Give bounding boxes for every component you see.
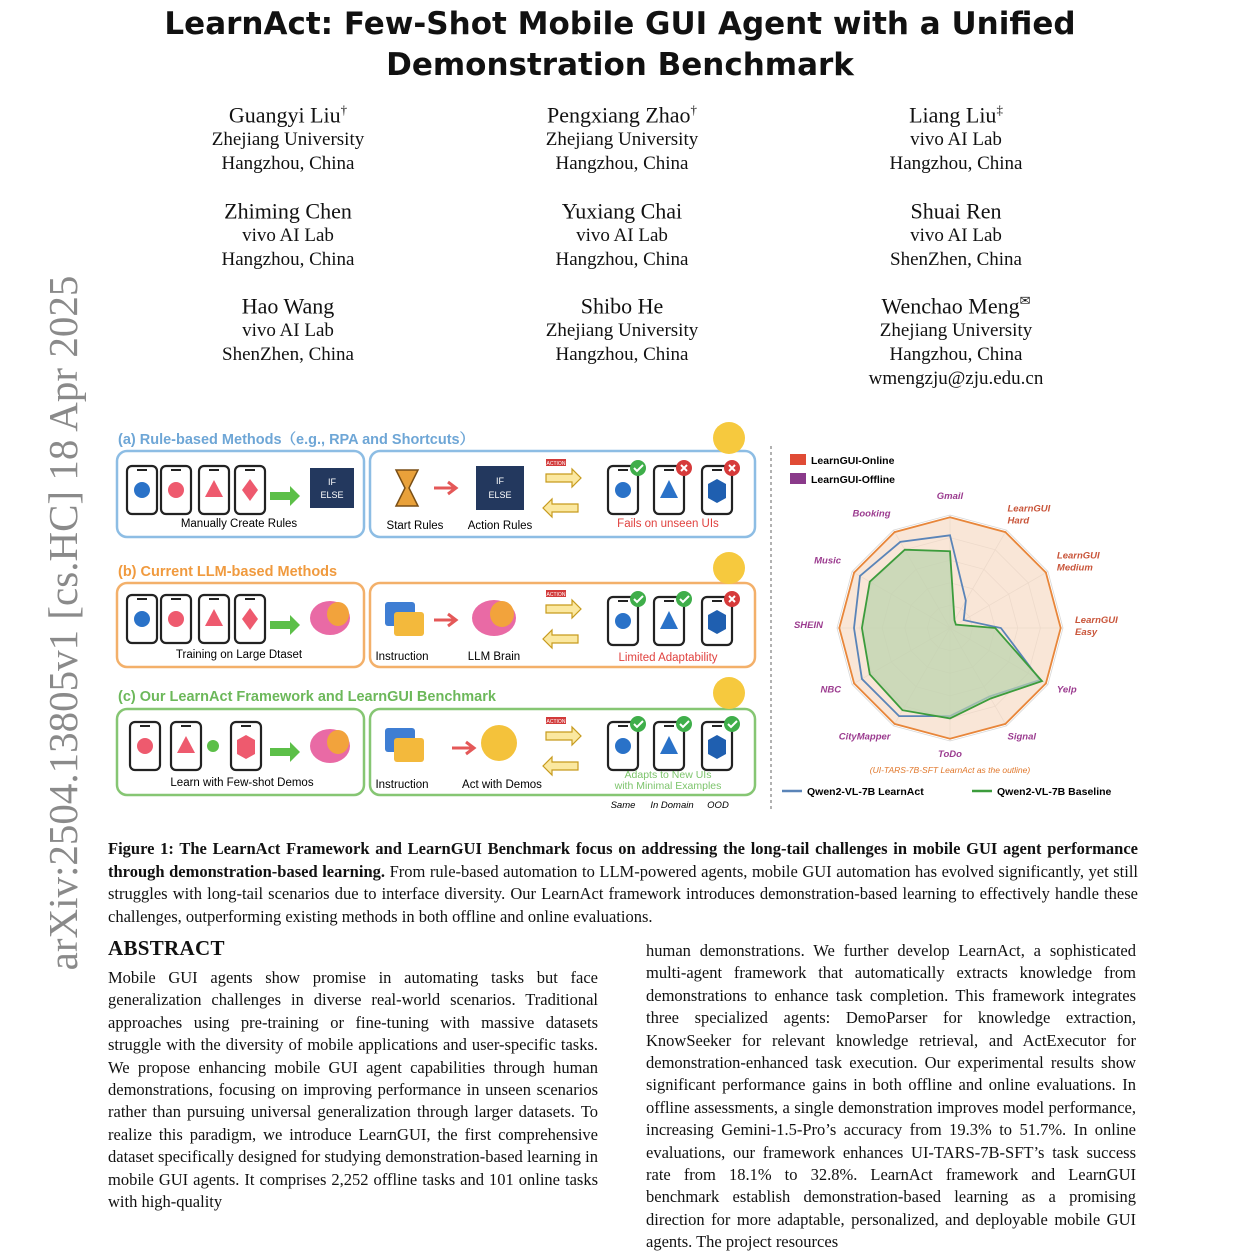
circle-shape	[168, 482, 184, 498]
c-adapt-label-1: Adapts to New UIs	[624, 769, 712, 781]
c-instruction-label: Instruction	[375, 779, 429, 791]
legend-swatch	[790, 454, 806, 465]
author-name: Shuai Ren	[910, 198, 1002, 224]
action-tag-label: ACTION	[546, 719, 566, 725]
cube-shape	[237, 735, 255, 759]
b-instruction-label: Instruction	[375, 651, 429, 663]
figure-1	[112, 418, 1142, 818]
if-label: IF	[328, 477, 336, 487]
panel-b-title: (b) Current LLM-based Methods	[118, 564, 338, 580]
radar-category-label: ToDo	[938, 749, 962, 760]
cube-shape	[708, 610, 726, 634]
circle-shape	[615, 613, 631, 629]
if-label: IF	[496, 476, 504, 486]
author-location: Hangzhou, China	[555, 153, 689, 175]
check-icon	[630, 716, 646, 732]
b-left-label: Training on Large Dtaset	[175, 649, 303, 661]
author-name: Yuxiang Chai	[561, 198, 683, 224]
check-icon	[724, 716, 740, 732]
circle-shape	[134, 611, 150, 627]
radar-category-label: Medium	[1056, 562, 1093, 574]
figure-caption	[108, 838, 1138, 928]
same-label: Same	[610, 800, 636, 811]
radar-category-label: LearnGUI	[1075, 615, 1118, 626]
author-block	[442, 287, 802, 367]
author-name: Pengxiang Zhao†	[546, 102, 698, 128]
author-block	[776, 96, 1136, 176]
else-label: ELSE	[488, 490, 512, 500]
code-window-icon	[476, 466, 524, 510]
radar-chart	[782, 454, 1118, 798]
a-action-label: Action Rules	[467, 520, 533, 532]
chat-icon-part	[394, 738, 424, 762]
author-affiliation: Zhejiang University	[211, 129, 365, 151]
chart-note: (UI-TARS-7B-SFT LearnAct as the outline)	[869, 765, 1031, 775]
author-location: ShenZhen, China	[890, 249, 1022, 271]
check-icon	[630, 591, 646, 607]
radar-category-label: CityMapper	[838, 731, 891, 743]
check-icon	[630, 460, 646, 476]
radar-category-label: Booking	[852, 508, 891, 520]
caption-text: From rule-based automation to LLM-powered agents, mobile GUI automation has evolved significantly, yet still struggles with long-tail scenarios due to interface diversity. Our LearnAct framework introduces demonstration-based learning to effectively handle these challenges, outperforming existing methods in both offline and online evaluations.	[108, 861, 1138, 926]
legend-label: Qwen2-VL-7B LearnAct	[807, 786, 924, 798]
b-brain-label: LLM Brain	[467, 651, 521, 663]
legend-label: LearnGUI-Offline	[811, 474, 896, 486]
legend-swatch	[790, 473, 806, 484]
check-icon	[676, 716, 692, 732]
radar-category-label: Hard	[1007, 515, 1030, 527]
starstruck-face-icon	[713, 677, 745, 709]
b-fail-label: Limited Adaptability	[618, 652, 718, 664]
author-name: Guangyi Liu†	[228, 102, 348, 128]
action-tag-label: ACTION	[546, 461, 566, 467]
brain-icon-part	[490, 601, 514, 627]
chat-icon-part	[394, 612, 424, 636]
author-affiliation: vivo AI Lab	[576, 225, 668, 247]
author-name: Liang Liu‡	[909, 102, 1003, 128]
radar-category-label: Gmail	[936, 491, 964, 502]
a-fail-label: Fails on unseen UIs	[617, 518, 719, 530]
cube-shape	[708, 735, 726, 759]
author-name: Hao Wang	[241, 293, 335, 319]
abstract-heading: ABSTRACT	[108, 936, 225, 960]
radar-category-label: NBC	[820, 684, 842, 696]
author-affiliation: Zhejiang University	[545, 129, 699, 151]
radar-category-label: Music	[814, 555, 842, 567]
author-block	[108, 96, 468, 176]
author-affiliation: vivo AI Lab	[910, 129, 1002, 151]
circle-shape	[134, 482, 150, 498]
author-name: Zhiming Chen	[224, 198, 352, 224]
paper-title	[120, 4, 1120, 86]
cube-shape	[708, 479, 726, 503]
title-line-2: Demonstration Benchmark	[386, 47, 854, 83]
c-left-label: Learn with Few-shot Demos	[170, 777, 314, 789]
title-line-1: LearnAct: Few-Shot Mobile GUI Agent with a Unified	[164, 6, 1076, 42]
author-location: Hangzhou, China	[889, 344, 1023, 366]
circle-shape	[137, 738, 153, 754]
author-location: Hangzhou, China	[555, 249, 689, 271]
radar-category-label: LearnGUI	[1007, 503, 1051, 515]
legend-label: LearnGUI-Online	[811, 455, 895, 467]
author-affiliation: Zhejiang University	[879, 320, 1033, 342]
circle-shape	[168, 611, 184, 627]
c-act-label: Act with Demos	[462, 779, 542, 791]
brain-icon-part	[327, 730, 349, 754]
ood-label: OOD	[707, 800, 729, 811]
author-affiliation: vivo AI Lab	[242, 225, 334, 247]
arxiv-stamp: arXiv:2504.13805v1 [cs.HC] 18 Apr 2025	[40, 275, 86, 971]
radar-category-label: Yelp	[1056, 684, 1077, 696]
abstract-column-1: Mobile GUI agents show promise in automating tasks but face generalization challenges in diverse real-world scenarios. Traditional approaches using pre-training or fine-tuning with massive datasets struggle with the diversity of mobile applications and user-specific tasks. We propose enhancing mobile GUI agent capabilities through human demonstrations, focusing on improving performance in unseen scenarios rather than pursuing universal generalization through larger datasets. To realize this paradigm, we introduce LearnGUI, the first comprehensive dataset specifically designed for studying demonstration-based learning in mobile GUI agents. It comprises 2,252 offline tasks and 101 online tasks with high-quality	[108, 968, 598, 1212]
author-location: Hangzhou, China	[889, 153, 1023, 175]
brain-icon-part	[327, 602, 349, 626]
radar-category-label: Signal	[1007, 731, 1037, 743]
caption-bold: Figure 1: The LearnAct Framework and LearnGUI Benchmark focus on addressing the long-tail challenges in mobile GUI agent performance through demonstration-based learning.	[108, 839, 1138, 881]
author-block	[108, 192, 468, 272]
radar-category-label: Easy	[1075, 627, 1098, 638]
author-block	[108, 287, 468, 367]
author-location: Hangzhou, China	[221, 249, 355, 271]
author-location: ShenZhen, China	[222, 344, 354, 366]
c-adapt-label-2: with Minimal Examples	[614, 780, 722, 792]
author-block	[442, 192, 802, 272]
a-left-label: Manually Create Rules	[180, 518, 298, 530]
author-location: Hangzhou, China	[221, 153, 355, 175]
action-tag-label: ACTION	[546, 592, 566, 598]
legend-label: Qwen2-VL-7B Baseline	[997, 786, 1112, 798]
plus-icon	[207, 740, 219, 752]
author-block	[776, 192, 1136, 272]
in-domain-label: In Domain	[650, 800, 694, 811]
panel-a-title: (a) Rule-based Methods（e.g., RPA and Shortcuts）	[118, 432, 475, 448]
circle-shape	[615, 738, 631, 754]
abstract-column-2: human demonstrations. We further develop LearnAct, a sophisticated multi-agent framework that automatically extracts knowledge from demonstrations to enhance task completion. This framework integrates three specialized agents: DemoParser for knowledge extraction, KnowSeeker for relevant knowledge retrieval, and ActExecutor for demonstration-enhanced task execution. Our experimental results show significant performance gains in both offline and online evaluations. In offline assessments, a single demonstration improves model performance, increasing Gemini-1.5-Pro’s accuracy from 19.3% to 51.7%. In online evaluations, our framework enhances UI-TARS-7B-SFT’s task success rate from 18.1% to 32.8%. LearnAct framework and LearnGUI benchmark establish demonstration-based learning as a promising direction for more adaptable, personalized, and deployable mobile GUI agents. The project resources	[646, 941, 1136, 1252]
code-window-icon	[310, 468, 354, 508]
author-affiliation: Zhejiang University	[545, 320, 699, 342]
a-start-label: Start Rules	[386, 520, 444, 532]
radar-category-label: LearnGUI	[1056, 550, 1100, 562]
author-block	[442, 96, 802, 176]
author-affiliation: vivo AI Lab	[242, 320, 334, 342]
panel-c-title: (c) Our LearnAct Framework and LearnGUI Benchmark	[118, 689, 496, 705]
author-block	[776, 287, 1136, 391]
circle-shape	[615, 482, 631, 498]
else-label: ELSE	[320, 490, 344, 500]
crying-face-icon	[713, 422, 745, 454]
bee-icon	[481, 725, 517, 761]
radar-category-label: SHEIN	[793, 620, 823, 631]
author-name: Wenchao Meng✉	[881, 293, 1031, 319]
author-name: Shibo He	[580, 293, 664, 319]
check-icon	[676, 591, 692, 607]
author-affiliation: vivo AI Lab	[910, 225, 1002, 247]
author-location: Hangzhou, China	[555, 344, 689, 366]
crying-face-icon	[713, 552, 745, 584]
author-email[interactable]: wmengzju@zju.edu.cn	[868, 368, 1044, 390]
